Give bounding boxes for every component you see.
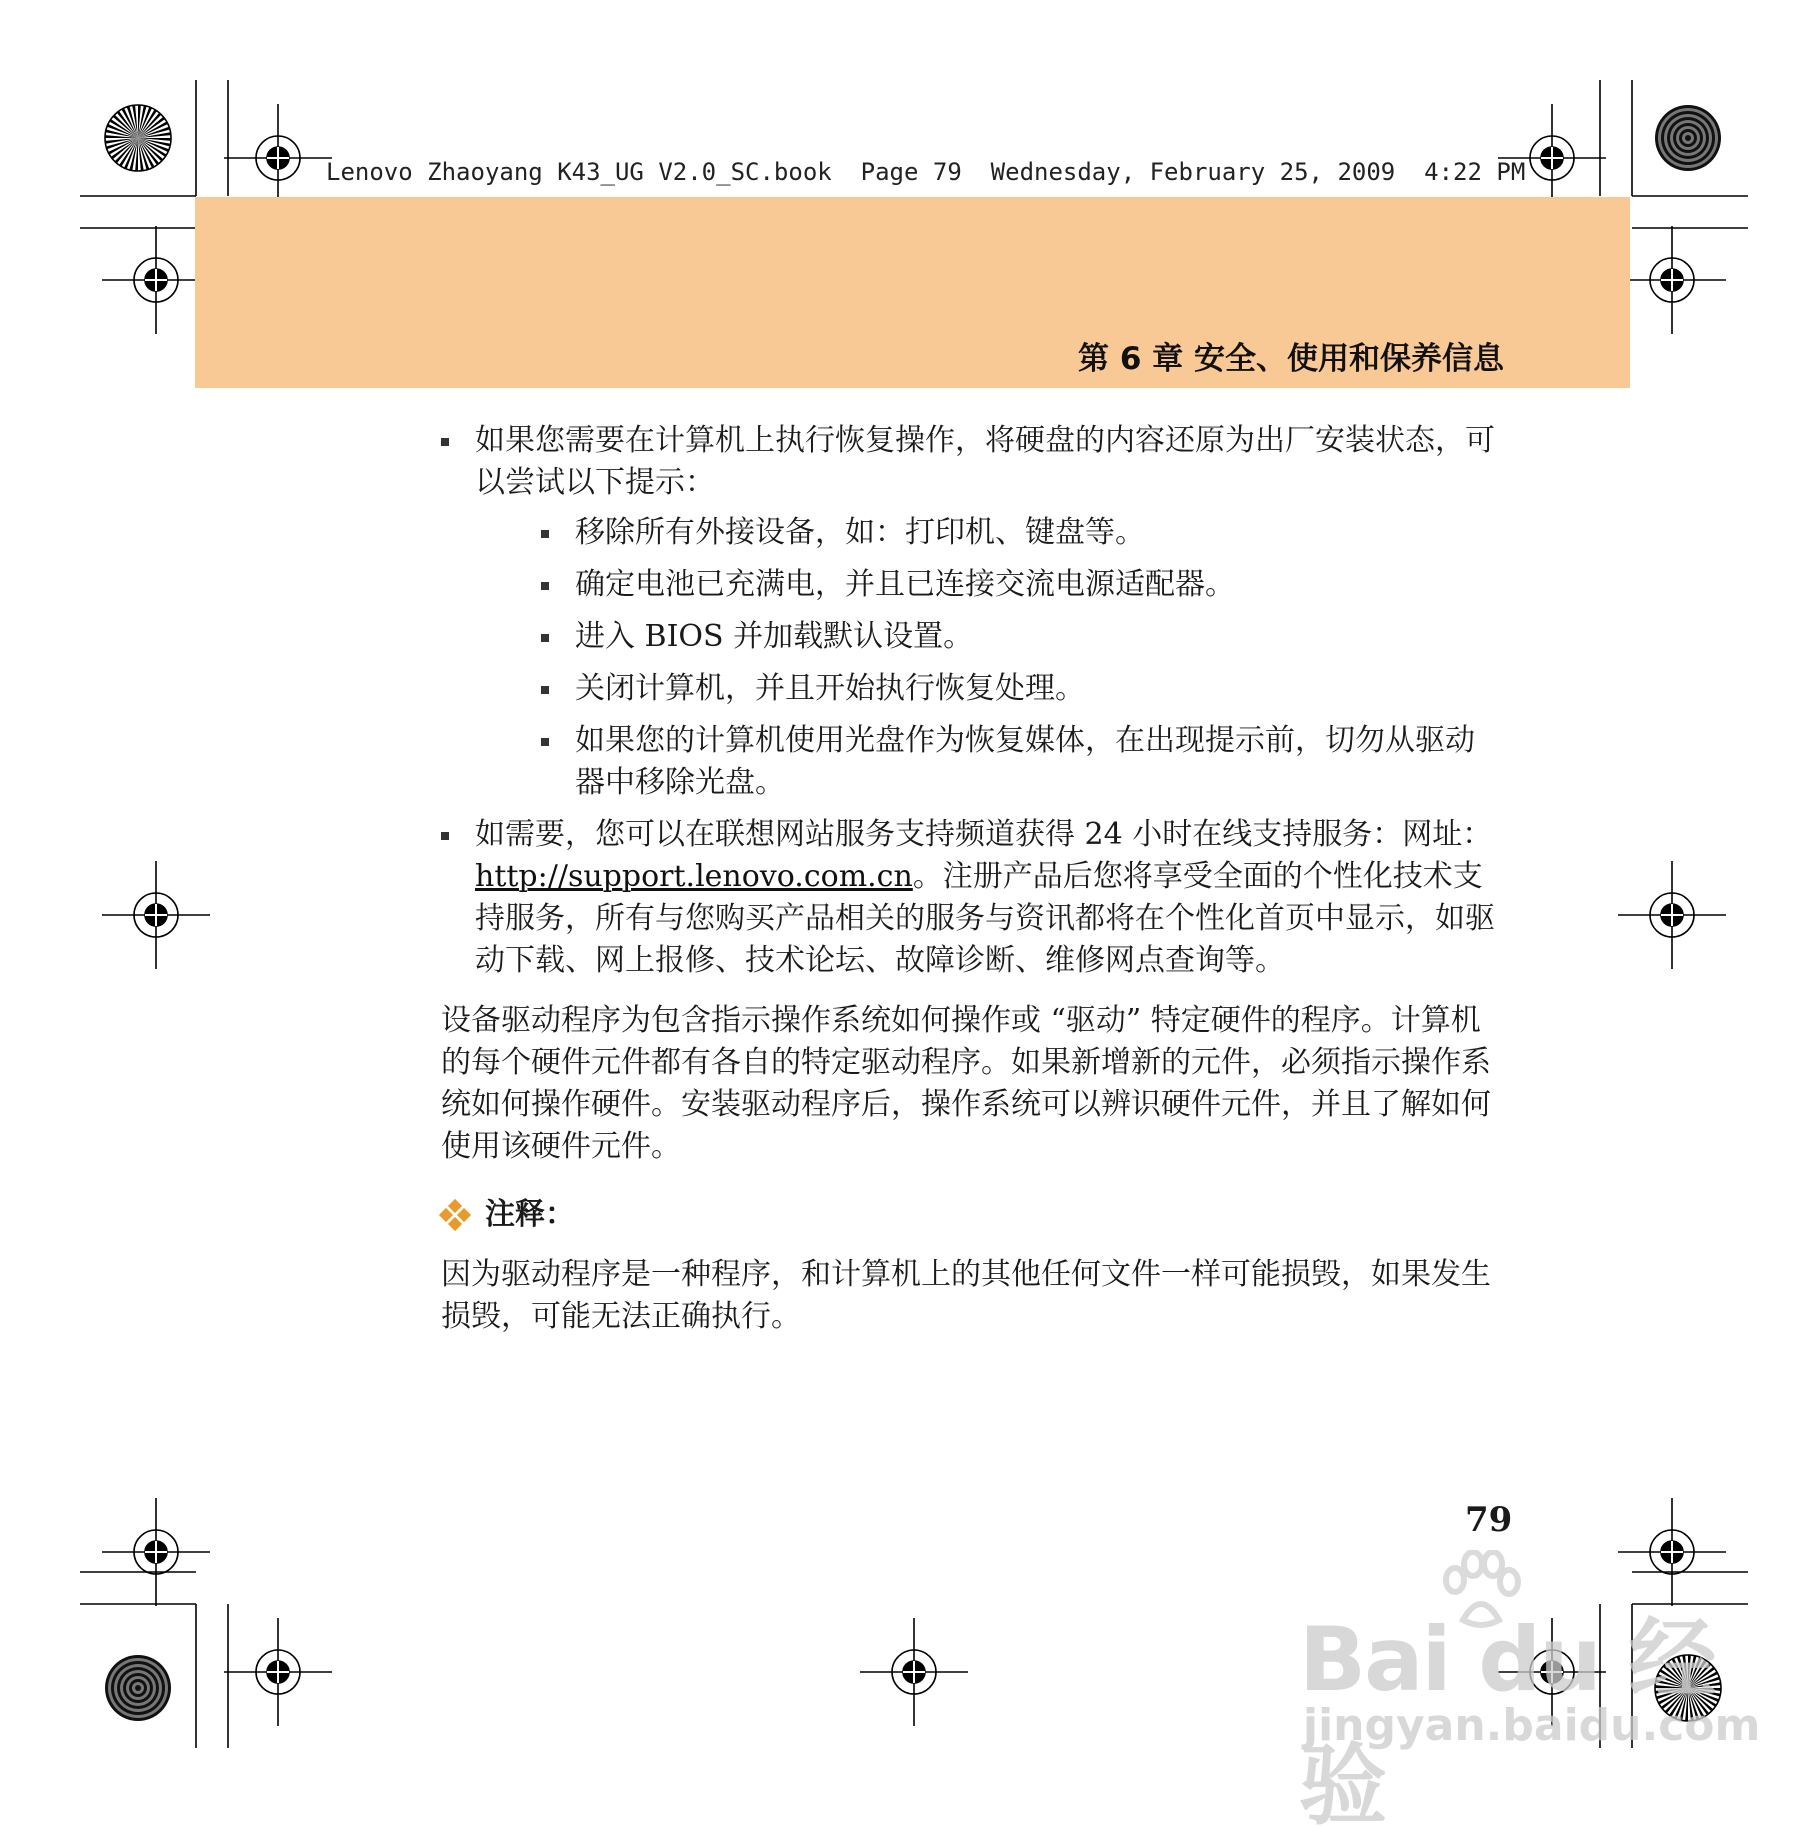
book-header-line: Lenovo Zhaoyang K43_UG V2.0_SC.book Page 79 Wednesday, February 25, 2009 4:22 PM: [326, 158, 1526, 186]
bullet-recovery: 如果您需要在计算机上执行恢复操作，将硬盘的内容还原为出厂安装状态，可以尝试以下提示：: [441, 420, 1501, 504]
registration-mark-icon: [860, 1618, 968, 1726]
tip-item: 进入 BIOS 并加载默认设置。: [541, 616, 1501, 658]
concentric-target-icon: [105, 1655, 171, 1721]
page-content: [441, 420, 1501, 1338]
concentric-target-icon: [1655, 105, 1721, 171]
driver-paragraph: 设备驱动程序为包含指示操作系统如何操作或 “驱动” 特定硬件的程序。计算机的每个硬件元件都有各自的特定驱动程序。如果新增新的元件，必须指示操作系统如何操作硬件。安装驱动程序后，操作系统可以辨识硬件元件，并且了解如何使用该硬件元件。: [441, 1003, 1491, 1164]
bullet-support: [441, 814, 1501, 982]
baidu-watermark: [1285, 1550, 1761, 1837]
registration-mark-icon: [102, 1498, 210, 1606]
note-heading: [441, 1194, 1501, 1236]
page-number: 79: [1465, 1500, 1513, 1540]
starburst-target-icon: [105, 105, 171, 171]
watermark-brand: Bai du 经验: [1299, 1608, 1715, 1837]
tip-item: 移除所有外接设备，如：打印机、键盘等。: [541, 512, 1501, 554]
registration-mark-icon: [102, 226, 210, 334]
registration-mark-icon: [1618, 861, 1726, 969]
tip-item: 确定电池已充满电，并且已连接交流电源适配器。: [541, 564, 1501, 606]
support-text-pre: 如需要，您可以在联想网站服务支持频道获得 24 小时在线支持服务：网址：: [475, 817, 1493, 852]
registration-mark-icon: [102, 861, 210, 969]
diamond-bullet-icon: [441, 1201, 469, 1229]
watermark-url: jingyan.baidu.com: [1303, 1700, 1761, 1751]
chapter-title: 第 6 章 安全、使用和保养信息: [1078, 341, 1504, 377]
support-text-post: 。注册产品后您将享受全面的个性化技术支持服务，所有与您购买产品相关的服务与资讯都将在个性化首页中显示，如驱动下载、网上报修、技术论坛、故障诊断、维修网点查询等。: [475, 859, 1495, 978]
registration-mark-icon: [224, 1618, 332, 1726]
tip-item: 如果您的计算机使用光盘作为恢复媒体，在出现提示前，切勿从驱动器中移除光盘。: [541, 720, 1501, 804]
note-text: 因为驱动程序是一种程序，和计算机上的其他任何文件一样可能损毁，如果发生损毁，可能无法正确执行。: [441, 1257, 1491, 1334]
registration-mark-icon: [224, 104, 332, 212]
note-label: 注释：: [485, 1197, 575, 1232]
recovery-tips-list: [441, 512, 1501, 804]
support-link[interactable]: http://support.lenovo.com.cn: [475, 859, 913, 894]
tip-item: 关闭计算机，并且开始执行恢复处理。: [541, 668, 1501, 710]
registration-mark-icon: [1618, 226, 1726, 334]
